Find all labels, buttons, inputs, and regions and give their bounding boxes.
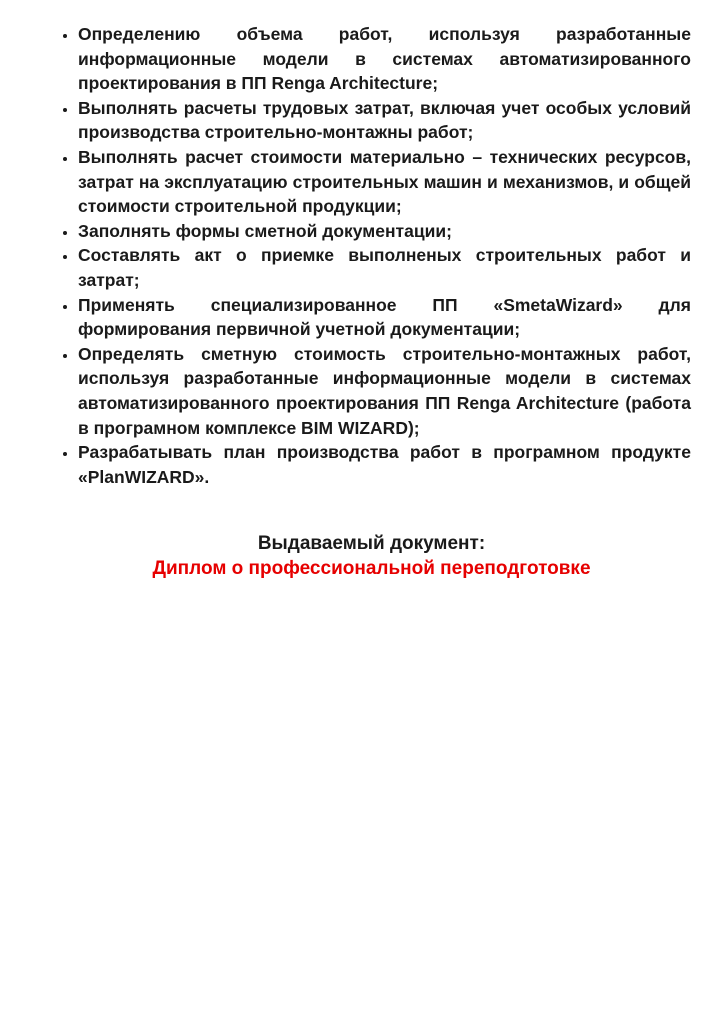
bullet-item: • Применять специализированное ПП «SmetaWizard» для формирования первичной учетной документации; bbox=[78, 293, 691, 342]
bullet-item: • Выполнять расчет стоимости материально – технических ресурсов, затрат на эксплуатацию строительных машин и механизмов, и общей стоимости строительной продукции; bbox=[78, 145, 691, 219]
issued-document-section bbox=[52, 531, 691, 581]
bullet-item: • Составлять акт о приемке выполненых строительных работ и затрат; bbox=[78, 243, 691, 292]
bullet-item: • Разрабатывать план производства работ в програмном продукте «PlanWIZARD». bbox=[78, 440, 691, 489]
bullet-item: • Определять сметную стоимость строительно-монтажных работ, используя разработанные информационные модели в системах автоматизированного проектирования ПП Renga Architecture (работа в програмном комплексе BIM WIZARD); bbox=[78, 342, 691, 440]
bullet-item: • Заполнять формы сметной документации; bbox=[78, 219, 691, 244]
competencies-bullet-list bbox=[52, 22, 691, 489]
bullet-item: • Определению объема работ, используя разработанные информационные модели в системах автоматизированного проектирования в ПП Renga Architecture; bbox=[78, 22, 691, 96]
issued-document-value: Диплом о профессиональной переподготовке bbox=[152, 558, 591, 580]
issued-document-label: Выдаваемый документ: bbox=[257, 533, 486, 555]
bullet-item: • Выполнять расчеты трудовых затрат, включая учет особых условий производства строительно-монтажны работ; bbox=[78, 96, 691, 145]
